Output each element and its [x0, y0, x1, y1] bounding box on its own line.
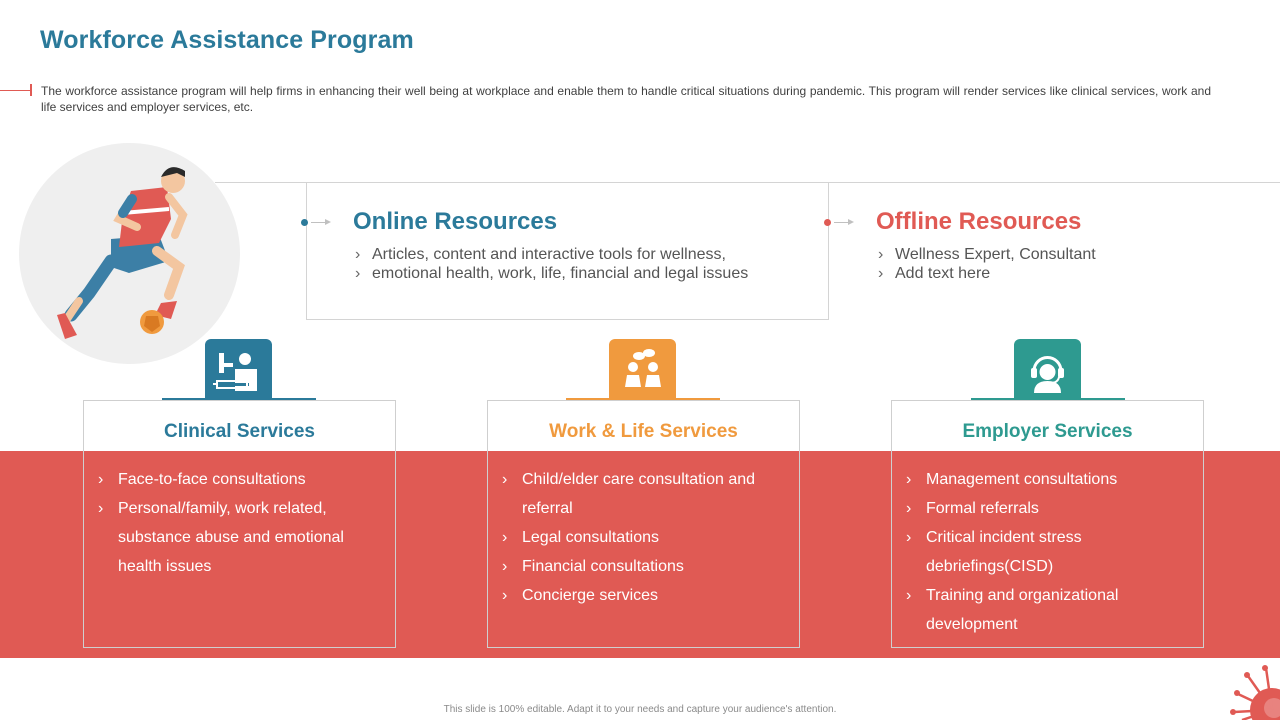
offline-resources-title: Offline Resources [876, 208, 1082, 235]
page-title: Workforce Assistance Program [40, 26, 414, 54]
online-resources-title: Online Resources [353, 208, 558, 235]
football-player-illustration [19, 143, 240, 364]
list-item: › Articles, content and interactive tools for wellness, [353, 245, 803, 264]
connector-line [828, 182, 1280, 183]
employer-services-card [891, 400, 1204, 648]
list-item: › Legal consultations [500, 523, 790, 552]
employer-services-title: Employer Services [962, 421, 1133, 442]
worklife-services-card [487, 400, 800, 648]
clinical-services-list [96, 465, 386, 581]
list-item: › Concierge services [500, 581, 790, 610]
list-item: › Training and organizational development [904, 581, 1194, 639]
list-item: › emotional health, work, life, financial and legal issues [353, 264, 803, 283]
list-item: › Child/elder care consultation and referral [500, 465, 790, 523]
online-arrow-icon [311, 222, 329, 223]
list-item: › Management consultations [904, 465, 1194, 494]
intro-accent-rule [0, 90, 30, 91]
clinical-services-card [83, 400, 396, 648]
list-item: › Financial consultations [500, 552, 790, 581]
intro-text: The workforce assistance program will help firms in enhancing their well being at workplace and enable them to handle critical situations during pandemic. This program will render services like clinical services, work and life services and employer services, etc. [41, 84, 1211, 114]
footer-note: This slide is 100% editable. Adapt it to your needs and capture your audience's attention. [443, 704, 837, 715]
list-item: › Critical incident stress debriefings(CISD) [904, 523, 1194, 581]
offline-bullet-dot [824, 219, 831, 226]
people-chat-icon [609, 339, 676, 406]
online-resources-list [353, 245, 803, 283]
worklife-services-title: Work & Life Services [549, 421, 738, 442]
intro-accent-bar [30, 84, 32, 96]
online-bullet-dot [301, 219, 308, 226]
list-item: › Face-to-face consultations [96, 465, 386, 494]
offline-arrow-icon [834, 222, 852, 223]
list-item: › Wellness Expert, Consultant [876, 245, 1256, 264]
headset-support-icon [1014, 339, 1081, 406]
list-item: › Formal referrals [904, 494, 1194, 523]
clinical-services-title: Clinical Services [163, 421, 316, 442]
list-item: › Add text here [876, 264, 1256, 283]
medical-consultation-icon [205, 339, 272, 406]
list-item: › Personal/family, work related, substance abuse and emotional health issues [96, 494, 386, 581]
employer-services-list [904, 465, 1194, 639]
worklife-services-list [500, 465, 790, 610]
offline-resources-list [876, 245, 1256, 283]
virus-decoration-icon [1228, 664, 1280, 720]
